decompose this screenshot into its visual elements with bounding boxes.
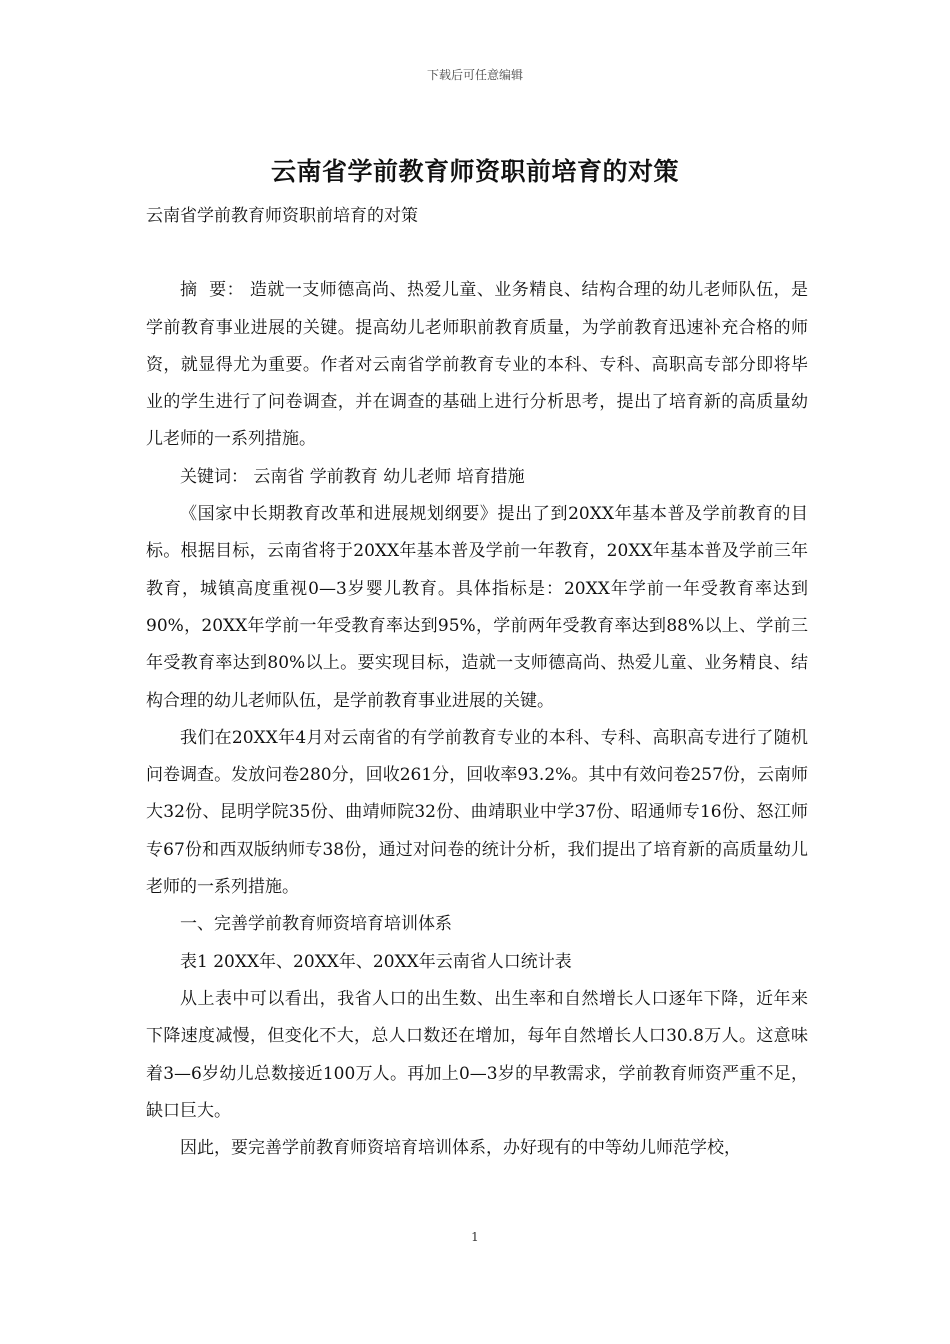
keywords-paragraph: 关键词： 云南省 学前教育 幼儿老师 培育措施 [180, 466, 525, 487]
document-body [146, 198, 808, 1167]
body-paragraph: 从上表中可以看出，我省人口的出生数、出生率和自然增长人口逐年下降，近年来下降速度减慢，但变化不大，总人口数还在增加，每年自然增长人口30.8万人。这意味着3—6岁幼儿总数接近100万人。再加上0—3岁的早教需求，学前教育师资严重不足，缺口巨大。 [146, 988, 808, 1121]
table-caption: 表1 20XX年、20XX年、20XX年云南省人口统计表 [180, 951, 572, 972]
page-header-note: 下载后可任意编辑 [426, 68, 523, 82]
body-paragraph: 我们在20XX年4月对云南省的有学前教育专业的本科、专科、高职高专进行了随机问卷调查。发放问卷280分，回收261分，回收率93.2%。其中有效问卷257份，云南师大32份、昆明学院35份、曲靖师院32份、曲靖职业中学37份、昭通师专16份、怒江师专67份和西双版纳师专38份，通过对问卷的统计分析，我们提出了培育新的高质量幼儿老师的一系列措施。 [146, 727, 808, 898]
document-subtitle: 云南省学前教育师资职前培育的对策 [146, 206, 418, 226]
body-paragraph: 因此，要完善学前教育师资培育培训体系，办好现有的中等幼儿师范学校， [180, 1138, 741, 1159]
body-paragraph: 《国家中长期教育改革和进展规划纲要》提出了到20XX年基本普及学前教育的目标。根据目标，云南省将于20XX年基本普及学前一年教育，20XX年基本普及学前三年教育，城镇高度重视0—3岁婴儿教育。具体指标是：20XX年学前一年受教育率达到90%，20XX年学前一年受教育率达到95%，学前两年受教育率达到88%以上、学前三年受教育率达到80%以上。要实现目标，造就一支师德高尚、热爱儿童、业务精良、结构合理的幼儿老师队伍，是学前教育事业进展的关键。 [146, 504, 808, 711]
document-title: 云南省学前教育师资职前培育的对策 [270, 157, 679, 186]
section-heading: 一、完善学前教育师资培育培训体系 [180, 914, 452, 935]
abstract-paragraph: 摘 要： 造就一支师德高尚、热爱儿童、业务精良、结构合理的幼儿老师队伍，是学前教育事业进展的关键。提高幼儿老师职前教育质量，为学前教育迅速补充合格的师资，就显得尤为重要。作者对云南省学前教育专业的本科、专科、高职高专部分即将毕业的学生进行了问卷调查，并在调查的基础上进行分析思考，提出了培育新的高质量幼儿老师的一系列措施。 [146, 280, 808, 450]
page-number: 1 [471, 1230, 479, 1244]
